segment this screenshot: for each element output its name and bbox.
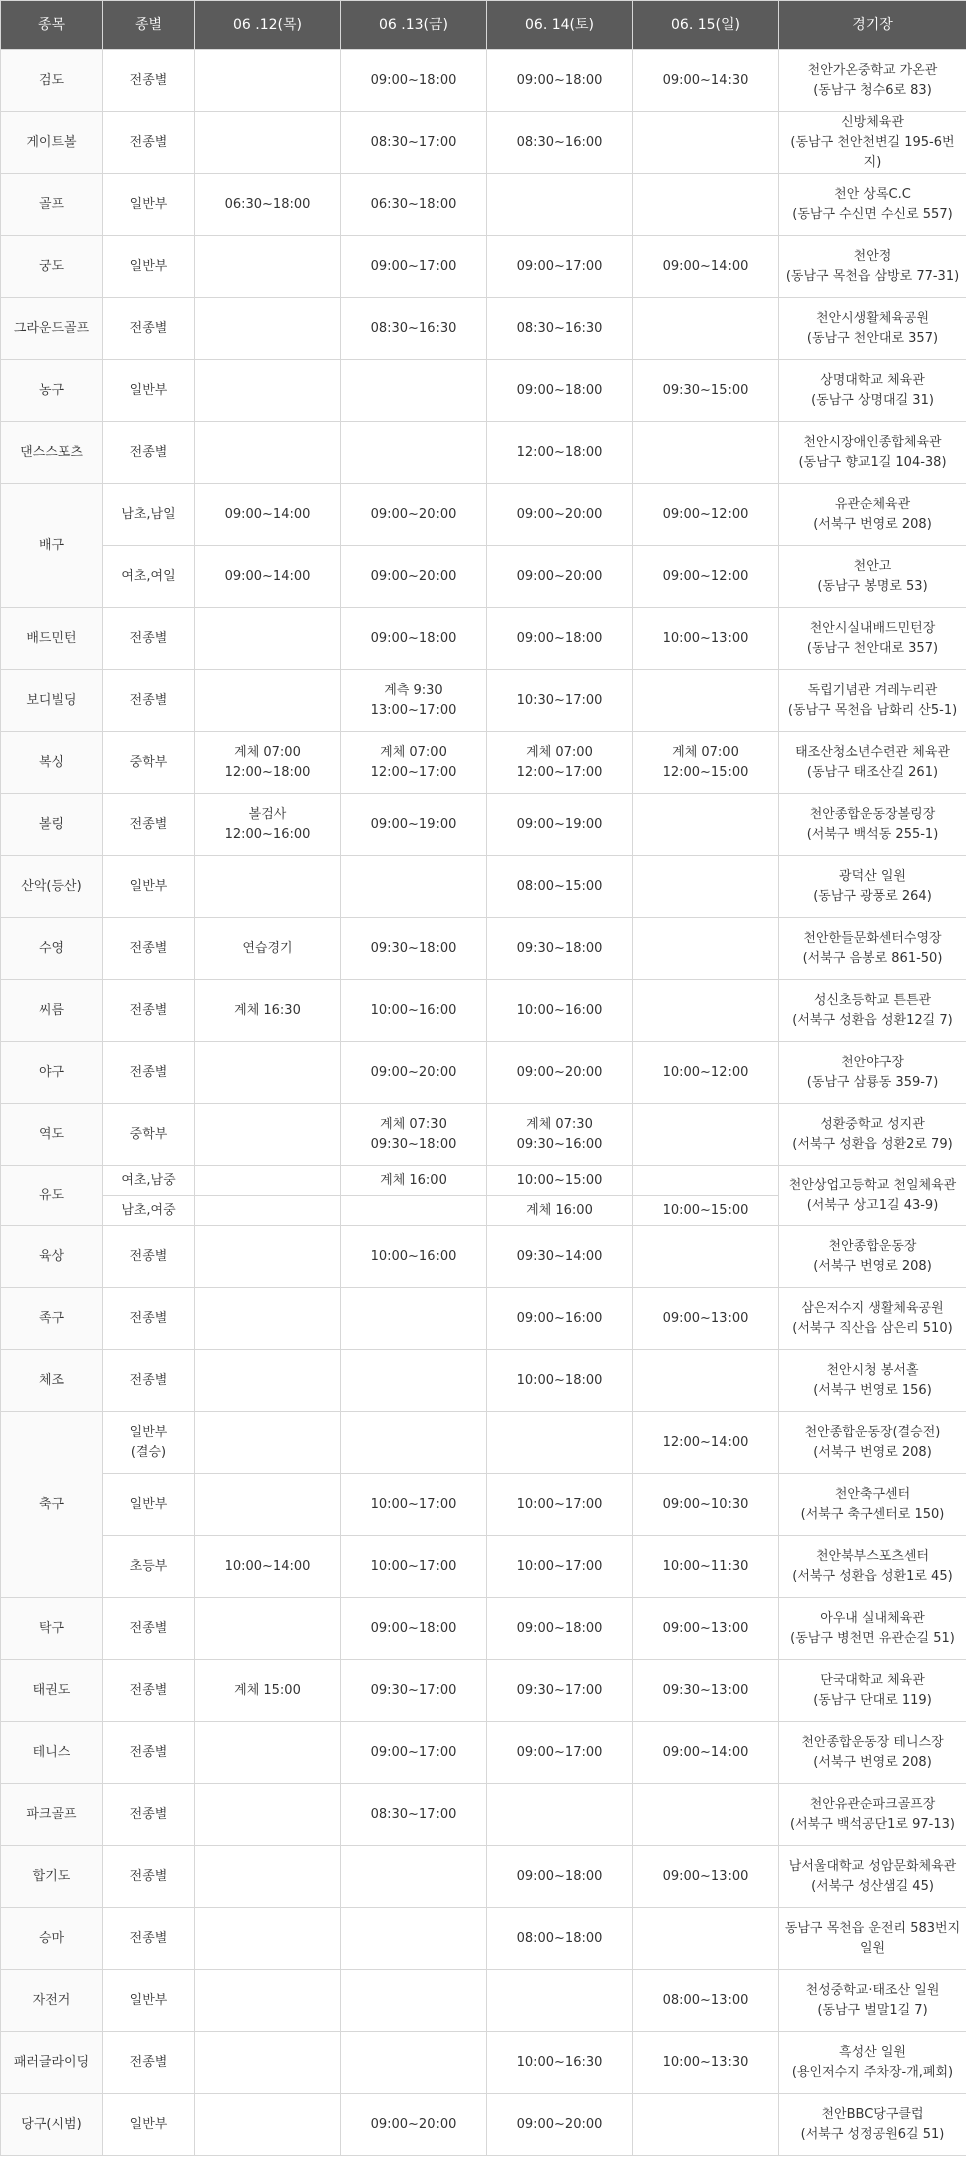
category-cell: 전종별 — [103, 1288, 195, 1350]
sport-cell: 자전거 — [1, 1970, 103, 2032]
category-cell: 일반부 — [103, 236, 195, 298]
venue-cell: 유관순체육관 (서북구 번영로 208) — [779, 484, 966, 546]
category-cell: 중학부 — [103, 1104, 195, 1166]
sport-cell: 족구 — [1, 1288, 103, 1350]
category-cell: 전종별 — [103, 1908, 195, 1970]
header-date-0613: 06 .13(금) — [341, 1, 487, 50]
time-cell-0613: 09:30~17:00 — [341, 1660, 487, 1722]
time-cell-0613: 10:00~16:00 — [341, 1226, 487, 1288]
table-row — [1, 1970, 966, 2032]
time-cell-0613 — [341, 2032, 487, 2094]
time-cell-0613 — [341, 1846, 487, 1908]
sport-cell: 육상 — [1, 1226, 103, 1288]
venue-cell: 천안정 (동남구 목천읍 삼방로 77-31) — [779, 236, 966, 298]
time-cell-0615: 09:00~14:00 — [633, 236, 779, 298]
sport-cell: 보디빌딩 — [1, 670, 103, 732]
table-row — [1, 1784, 966, 1846]
venue-cell: 천안고 (동남구 봉명로 53) — [779, 546, 966, 608]
sport-cell: 배구 — [1, 484, 103, 608]
time-cell-0612 — [195, 1350, 341, 1412]
category-cell: 전종별 — [103, 1350, 195, 1412]
time-cell-0612: 연습경기 — [195, 918, 341, 980]
time-cell-0612: 볼검사 12:00~16:00 — [195, 794, 341, 856]
schedule-body — [1, 50, 966, 2156]
sport-cell: 승마 — [1, 1908, 103, 1970]
category-cell: 전종별 — [103, 670, 195, 732]
table-row — [1, 1042, 966, 1104]
category-cell: 전종별 — [103, 1226, 195, 1288]
time-cell-0615: 09:00~13:00 — [633, 1846, 779, 1908]
time-cell-0612 — [195, 360, 341, 422]
time-cell-0614: 계체 07:00 12:00~17:00 — [487, 732, 633, 794]
table-row — [1, 298, 966, 360]
sport-cell: 댄스스포츠 — [1, 422, 103, 484]
time-cell-0614: 계체 16:00 — [487, 1196, 633, 1226]
table-row — [1, 1474, 966, 1536]
table-row — [1, 1908, 966, 1970]
time-cell-0615 — [633, 1350, 779, 1412]
time-cell-0614 — [487, 174, 633, 236]
category-cell: 전종별 — [103, 1042, 195, 1104]
time-cell-0613: 08:30~17:00 — [341, 112, 487, 174]
table-row — [1, 484, 966, 546]
category-cell: 남초,여중 — [103, 1196, 195, 1226]
table-row — [1, 1846, 966, 1908]
venue-cell: 삼은저수지 생활체육공원 (서북구 직산읍 삼은리 510) — [779, 1288, 966, 1350]
time-cell-0613: 10:00~17:00 — [341, 1474, 487, 1536]
time-cell-0614: 09:00~20:00 — [487, 546, 633, 608]
category-cell: 여초,남중 — [103, 1166, 195, 1196]
time-cell-0613 — [341, 1350, 487, 1412]
sport-cell: 골프 — [1, 174, 103, 236]
venue-cell: 광덕산 일원 (동남구 광풍로 264) — [779, 856, 966, 918]
time-cell-0614: 09:00~20:00 — [487, 484, 633, 546]
time-cell-0614: 09:30~14:00 — [487, 1226, 633, 1288]
time-cell-0613 — [341, 360, 487, 422]
venue-cell: 독립기념관 겨레누리관 (동남구 목천읍 남화리 산5-1) — [779, 670, 966, 732]
time-cell-0613: 09:00~20:00 — [341, 1042, 487, 1104]
time-cell-0614: 10:00~15:00 — [487, 1166, 633, 1196]
time-cell-0614: 09:00~18:00 — [487, 50, 633, 112]
time-cell-0615 — [633, 174, 779, 236]
venue-cell: 천안시청 봉서홀 (서북구 번영로 156) — [779, 1350, 966, 1412]
venue-cell: 성환중학교 성지관 (서북구 성환읍 성환2로 79) — [779, 1104, 966, 1166]
time-cell-0615: 10:00~12:00 — [633, 1042, 779, 1104]
venue-cell: 동남구 목천읍 운전리 583번지 일원 — [779, 1908, 966, 1970]
time-cell-0614: 08:00~18:00 — [487, 1908, 633, 1970]
time-cell-0614: 09:00~17:00 — [487, 236, 633, 298]
table-row — [1, 422, 966, 484]
time-cell-0614: 09:00~20:00 — [487, 2094, 633, 2156]
sport-cell: 역도 — [1, 1104, 103, 1166]
time-cell-0612: 계체 07:00 12:00~18:00 — [195, 732, 341, 794]
time-cell-0612 — [195, 856, 341, 918]
time-cell-0615: 09:00~13:00 — [633, 1288, 779, 1350]
time-cell-0613: 09:00~19:00 — [341, 794, 487, 856]
sport-cell: 수영 — [1, 918, 103, 980]
time-cell-0613 — [341, 1412, 487, 1474]
venue-cell: 천안축구센터 (서북구 축구센터로 150) — [779, 1474, 966, 1536]
table-row — [1, 732, 966, 794]
category-cell: 중학부 — [103, 732, 195, 794]
category-cell: 전종별 — [103, 608, 195, 670]
sport-cell: 그라운드골프 — [1, 298, 103, 360]
category-cell: 전종별 — [103, 794, 195, 856]
venue-cell: 천안유관순파크골프장 (서북구 백석공단1로 97-13) — [779, 1784, 966, 1846]
venue-cell: 천안BBC당구클럽 (서북구 성정공원6길 51) — [779, 2094, 966, 2156]
category-cell: 일반부 (결승) — [103, 1412, 195, 1474]
table-row — [1, 1166, 966, 1196]
time-cell-0613: 08:30~16:30 — [341, 298, 487, 360]
table-row — [1, 2094, 966, 2156]
time-cell-0613 — [341, 1196, 487, 1226]
time-cell-0615 — [633, 1226, 779, 1288]
time-cell-0614 — [487, 1784, 633, 1846]
time-cell-0615 — [633, 1908, 779, 1970]
time-cell-0613: 계측 9:30 13:00~17:00 — [341, 670, 487, 732]
venue-cell: 남서울대학교 성암문화체육관 (서북구 성산샘길 45) — [779, 1846, 966, 1908]
sport-cell: 파크골프 — [1, 1784, 103, 1846]
table-row — [1, 1288, 966, 1350]
time-cell-0614 — [487, 1412, 633, 1474]
sport-cell: 씨름 — [1, 980, 103, 1042]
category-cell: 일반부 — [103, 360, 195, 422]
time-cell-0615: 09:00~10:30 — [633, 1474, 779, 1536]
time-cell-0613 — [341, 1908, 487, 1970]
time-cell-0614: 09:30~18:00 — [487, 918, 633, 980]
time-cell-0615: 계체 07:00 12:00~15:00 — [633, 732, 779, 794]
sport-cell: 산악(등산) — [1, 856, 103, 918]
time-cell-0612 — [195, 2032, 341, 2094]
time-cell-0613: 08:30~17:00 — [341, 1784, 487, 1846]
time-cell-0615: 10:00~13:30 — [633, 2032, 779, 2094]
time-cell-0614: 08:30~16:00 — [487, 112, 633, 174]
header-venue: 경기장 — [779, 1, 966, 50]
category-cell: 전종별 — [103, 422, 195, 484]
table-row — [1, 608, 966, 670]
time-cell-0615 — [633, 112, 779, 174]
time-cell-0613: 10:00~17:00 — [341, 1536, 487, 1598]
time-cell-0613: 09:30~18:00 — [341, 918, 487, 980]
table-row — [1, 236, 966, 298]
venue-cell: 상명대학교 체육관 (동남구 상명대길 31) — [779, 360, 966, 422]
time-cell-0612 — [195, 50, 341, 112]
time-cell-0615 — [633, 2094, 779, 2156]
time-cell-0614 — [487, 1970, 633, 2032]
time-cell-0615 — [633, 794, 779, 856]
category-cell: 일반부 — [103, 856, 195, 918]
sport-cell: 패러글라이딩 — [1, 2032, 103, 2094]
table-row — [1, 1226, 966, 1288]
time-cell-0614: 09:30~17:00 — [487, 1660, 633, 1722]
venue-cell: 천안상업고등학교 천일체육관 (서북구 상고1길 43-9) — [779, 1166, 966, 1226]
time-cell-0614: 09:00~20:00 — [487, 1042, 633, 1104]
table-row — [1, 174, 966, 236]
time-cell-0613 — [341, 1288, 487, 1350]
time-cell-0613: 계체 16:00 — [341, 1166, 487, 1196]
venue-cell: 성신초등학교 튼튼관 (서북구 성환읍 성환12길 7) — [779, 980, 966, 1042]
time-cell-0615: 09:30~15:00 — [633, 360, 779, 422]
time-cell-0615: 08:00~13:00 — [633, 1970, 779, 2032]
time-cell-0612 — [195, 1042, 341, 1104]
time-cell-0612 — [195, 1196, 341, 1226]
table-row — [1, 360, 966, 422]
time-cell-0615: 09:00~14:30 — [633, 50, 779, 112]
category-cell: 일반부 — [103, 1474, 195, 1536]
category-cell: 전종별 — [103, 918, 195, 980]
sport-cell: 게이트볼 — [1, 112, 103, 174]
time-cell-0614: 12:00~18:00 — [487, 422, 633, 484]
time-cell-0614: 10:30~17:00 — [487, 670, 633, 732]
sport-cell: 복싱 — [1, 732, 103, 794]
time-cell-0614: 08:30~16:30 — [487, 298, 633, 360]
time-cell-0614: 09:00~18:00 — [487, 360, 633, 422]
venue-cell: 천안종합운동장(결승전) (서북구 번영로 208) — [779, 1412, 966, 1474]
category-cell: 전종별 — [103, 980, 195, 1042]
time-cell-0612: 10:00~14:00 — [195, 1536, 341, 1598]
venue-cell: 흑성산 일원 (용인저수지 주차장-개,폐회) — [779, 2032, 966, 2094]
table-row — [1, 50, 966, 112]
sport-cell: 야구 — [1, 1042, 103, 1104]
time-cell-0614: 09:00~16:00 — [487, 1288, 633, 1350]
sport-cell: 유도 — [1, 1166, 103, 1226]
time-cell-0613: 10:00~16:00 — [341, 980, 487, 1042]
time-cell-0615: 09:00~14:00 — [633, 1722, 779, 1784]
venue-cell: 태조산청소년수련관 체육관 (동남구 태조산길 261) — [779, 732, 966, 794]
sport-cell: 체조 — [1, 1350, 103, 1412]
time-cell-0613: 09:00~17:00 — [341, 236, 487, 298]
table-row — [1, 856, 966, 918]
sport-cell: 당구(시범) — [1, 2094, 103, 2156]
time-cell-0612 — [195, 1226, 341, 1288]
category-cell: 초등부 — [103, 1536, 195, 1598]
time-cell-0615: 09:00~12:00 — [633, 484, 779, 546]
category-cell: 전종별 — [103, 1598, 195, 1660]
venue-cell: 천안종합운동장 테니스장 (서북구 번영로 208) — [779, 1722, 966, 1784]
sport-cell: 배드민턴 — [1, 608, 103, 670]
table-row — [1, 1104, 966, 1166]
time-cell-0612 — [195, 2094, 341, 2156]
time-cell-0614: 10:00~17:00 — [487, 1536, 633, 1598]
sport-cell: 탁구 — [1, 1598, 103, 1660]
sport-cell: 축구 — [1, 1412, 103, 1598]
venue-cell: 천안북부스포츠센터 (서북구 성환읍 성환1로 45) — [779, 1536, 966, 1598]
sport-cell: 검도 — [1, 50, 103, 112]
table-row — [1, 1660, 966, 1722]
venue-cell: 천안시실내배드민턴장 (동남구 천안대로 357) — [779, 608, 966, 670]
time-cell-0613: 계체 07:00 12:00~17:00 — [341, 732, 487, 794]
time-cell-0612 — [195, 1474, 341, 1536]
category-cell: 전종별 — [103, 1660, 195, 1722]
time-cell-0613 — [341, 422, 487, 484]
category-cell: 전종별 — [103, 1722, 195, 1784]
header-row — [1, 1, 966, 50]
table-row — [1, 980, 966, 1042]
venue-cell: 천안 상록C.C (동남구 수신면 수신로 557) — [779, 174, 966, 236]
time-cell-0612 — [195, 298, 341, 360]
time-cell-0614: 10:00~17:00 — [487, 1474, 633, 1536]
sport-cell: 볼링 — [1, 794, 103, 856]
time-cell-0612 — [195, 112, 341, 174]
time-cell-0613: 06:30~18:00 — [341, 174, 487, 236]
category-cell: 일반부 — [103, 1970, 195, 2032]
time-cell-0614: 09:00~18:00 — [487, 1598, 633, 1660]
time-cell-0613: 09:00~18:00 — [341, 608, 487, 670]
sport-cell: 테니스 — [1, 1722, 103, 1784]
time-cell-0615: 09:00~13:00 — [633, 1598, 779, 1660]
category-cell: 전종별 — [103, 112, 195, 174]
time-cell-0615: 12:00~14:00 — [633, 1412, 779, 1474]
time-cell-0612: 계체 15:00 — [195, 1660, 341, 1722]
table-row — [1, 1412, 966, 1474]
time-cell-0614: 08:00~15:00 — [487, 856, 633, 918]
sport-cell: 태권도 — [1, 1660, 103, 1722]
time-cell-0612 — [195, 1288, 341, 1350]
time-cell-0612 — [195, 1908, 341, 1970]
category-cell: 전종별 — [103, 1846, 195, 1908]
time-cell-0613 — [341, 1970, 487, 2032]
category-cell: 남초,남일 — [103, 484, 195, 546]
time-cell-0613: 09:00~18:00 — [341, 1598, 487, 1660]
header-date-0612: 06 .12(목) — [195, 1, 341, 50]
venue-cell: 천안시장애인종합체육관 (동남구 향교1길 104-38) — [779, 422, 966, 484]
sport-cell: 궁도 — [1, 236, 103, 298]
time-cell-0615 — [633, 1784, 779, 1846]
venue-cell: 천안종합운동장 (서북구 번영로 208) — [779, 1226, 966, 1288]
time-cell-0615: 10:00~15:00 — [633, 1196, 779, 1226]
venue-cell: 천안한들문화센터수영장 (서북구 음봉로 861-50) — [779, 918, 966, 980]
time-cell-0613: 09:00~20:00 — [341, 546, 487, 608]
time-cell-0614: 09:00~19:00 — [487, 794, 633, 856]
time-cell-0615: 10:00~13:00 — [633, 608, 779, 670]
table-row — [1, 1350, 966, 1412]
venue-cell: 천안가온중학교 가온관 (동남구 청수6로 83) — [779, 50, 966, 112]
time-cell-0614: 09:00~18:00 — [487, 1846, 633, 1908]
time-cell-0612 — [195, 1104, 341, 1166]
category-cell: 여초,여일 — [103, 546, 195, 608]
time-cell-0615 — [633, 422, 779, 484]
time-cell-0612 — [195, 1598, 341, 1660]
venue-cell: 천안야구장 (동남구 삼룡동 359-7) — [779, 1042, 966, 1104]
time-cell-0614: 10:00~16:00 — [487, 980, 633, 1042]
sport-cell: 농구 — [1, 360, 103, 422]
time-cell-0615: 09:00~12:00 — [633, 546, 779, 608]
time-cell-0615 — [633, 1104, 779, 1166]
time-cell-0615 — [633, 670, 779, 732]
time-cell-0615 — [633, 980, 779, 1042]
time-cell-0613: 09:00~20:00 — [341, 2094, 487, 2156]
venue-cell: 단국대학교 체육관 (동남구 단대로 119) — [779, 1660, 966, 1722]
table-row — [1, 1598, 966, 1660]
table-row — [1, 918, 966, 980]
time-cell-0612: 계체 16:30 — [195, 980, 341, 1042]
time-cell-0612 — [195, 1970, 341, 2032]
category-cell: 일반부 — [103, 2094, 195, 2156]
time-cell-0615 — [633, 918, 779, 980]
table-row — [1, 112, 966, 174]
time-cell-0614: 09:00~17:00 — [487, 1722, 633, 1784]
time-cell-0612 — [195, 236, 341, 298]
time-cell-0612 — [195, 670, 341, 732]
table-row — [1, 1536, 966, 1598]
header-sport: 종목 — [1, 1, 103, 50]
time-cell-0612 — [195, 1412, 341, 1474]
venue-cell: 신방체육관 (동남구 천안천변길 195-6번지) — [779, 112, 966, 174]
time-cell-0615: 10:00~11:30 — [633, 1536, 779, 1598]
time-cell-0614: 10:00~16:30 — [487, 2032, 633, 2094]
time-cell-0612: 09:00~14:00 — [195, 546, 341, 608]
venue-cell: 천안종합운동장볼링장 (서북구 백석동 255-1) — [779, 794, 966, 856]
table-row — [1, 546, 966, 608]
category-cell: 일반부 — [103, 174, 195, 236]
table-row — [1, 1722, 966, 1784]
time-cell-0614: 10:00~18:00 — [487, 1350, 633, 1412]
header-date-0614: 06. 14(토) — [487, 1, 633, 50]
sport-cell: 합기도 — [1, 1846, 103, 1908]
time-cell-0612 — [195, 1846, 341, 1908]
time-cell-0614: 계체 07:30 09:30~16:00 — [487, 1104, 633, 1166]
time-cell-0612: 09:00~14:00 — [195, 484, 341, 546]
table-row — [1, 2032, 966, 2094]
time-cell-0615 — [633, 298, 779, 360]
time-cell-0613: 09:00~17:00 — [341, 1722, 487, 1784]
time-cell-0612 — [195, 608, 341, 670]
table-row — [1, 794, 966, 856]
time-cell-0613: 계체 07:30 09:30~18:00 — [341, 1104, 487, 1166]
time-cell-0612 — [195, 1166, 341, 1196]
time-cell-0612 — [195, 1784, 341, 1846]
header-date-0615: 06. 15(일) — [633, 1, 779, 50]
time-cell-0613: 09:00~20:00 — [341, 484, 487, 546]
time-cell-0613 — [341, 856, 487, 918]
time-cell-0612: 06:30~18:00 — [195, 174, 341, 236]
venue-cell: 천안시생활체육공원 (동남구 천안대로 357) — [779, 298, 966, 360]
header-category: 종별 — [103, 1, 195, 50]
venue-cell: 아우내 실내체육관 (동남구 병천면 유관순길 51) — [779, 1598, 966, 1660]
category-cell: 전종별 — [103, 298, 195, 360]
time-cell-0613: 09:00~18:00 — [341, 50, 487, 112]
time-cell-0612 — [195, 422, 341, 484]
category-cell: 전종별 — [103, 50, 195, 112]
time-cell-0615 — [633, 1166, 779, 1196]
table-row — [1, 670, 966, 732]
time-cell-0615 — [633, 856, 779, 918]
category-cell: 전종별 — [103, 2032, 195, 2094]
venue-cell: 천성중학교·태조산 일원 (동남구 벌말1길 7) — [779, 1970, 966, 2032]
time-cell-0614: 09:00~18:00 — [487, 608, 633, 670]
time-cell-0615: 09:30~13:00 — [633, 1660, 779, 1722]
time-cell-0612 — [195, 1722, 341, 1784]
category-cell: 전종별 — [103, 1784, 195, 1846]
